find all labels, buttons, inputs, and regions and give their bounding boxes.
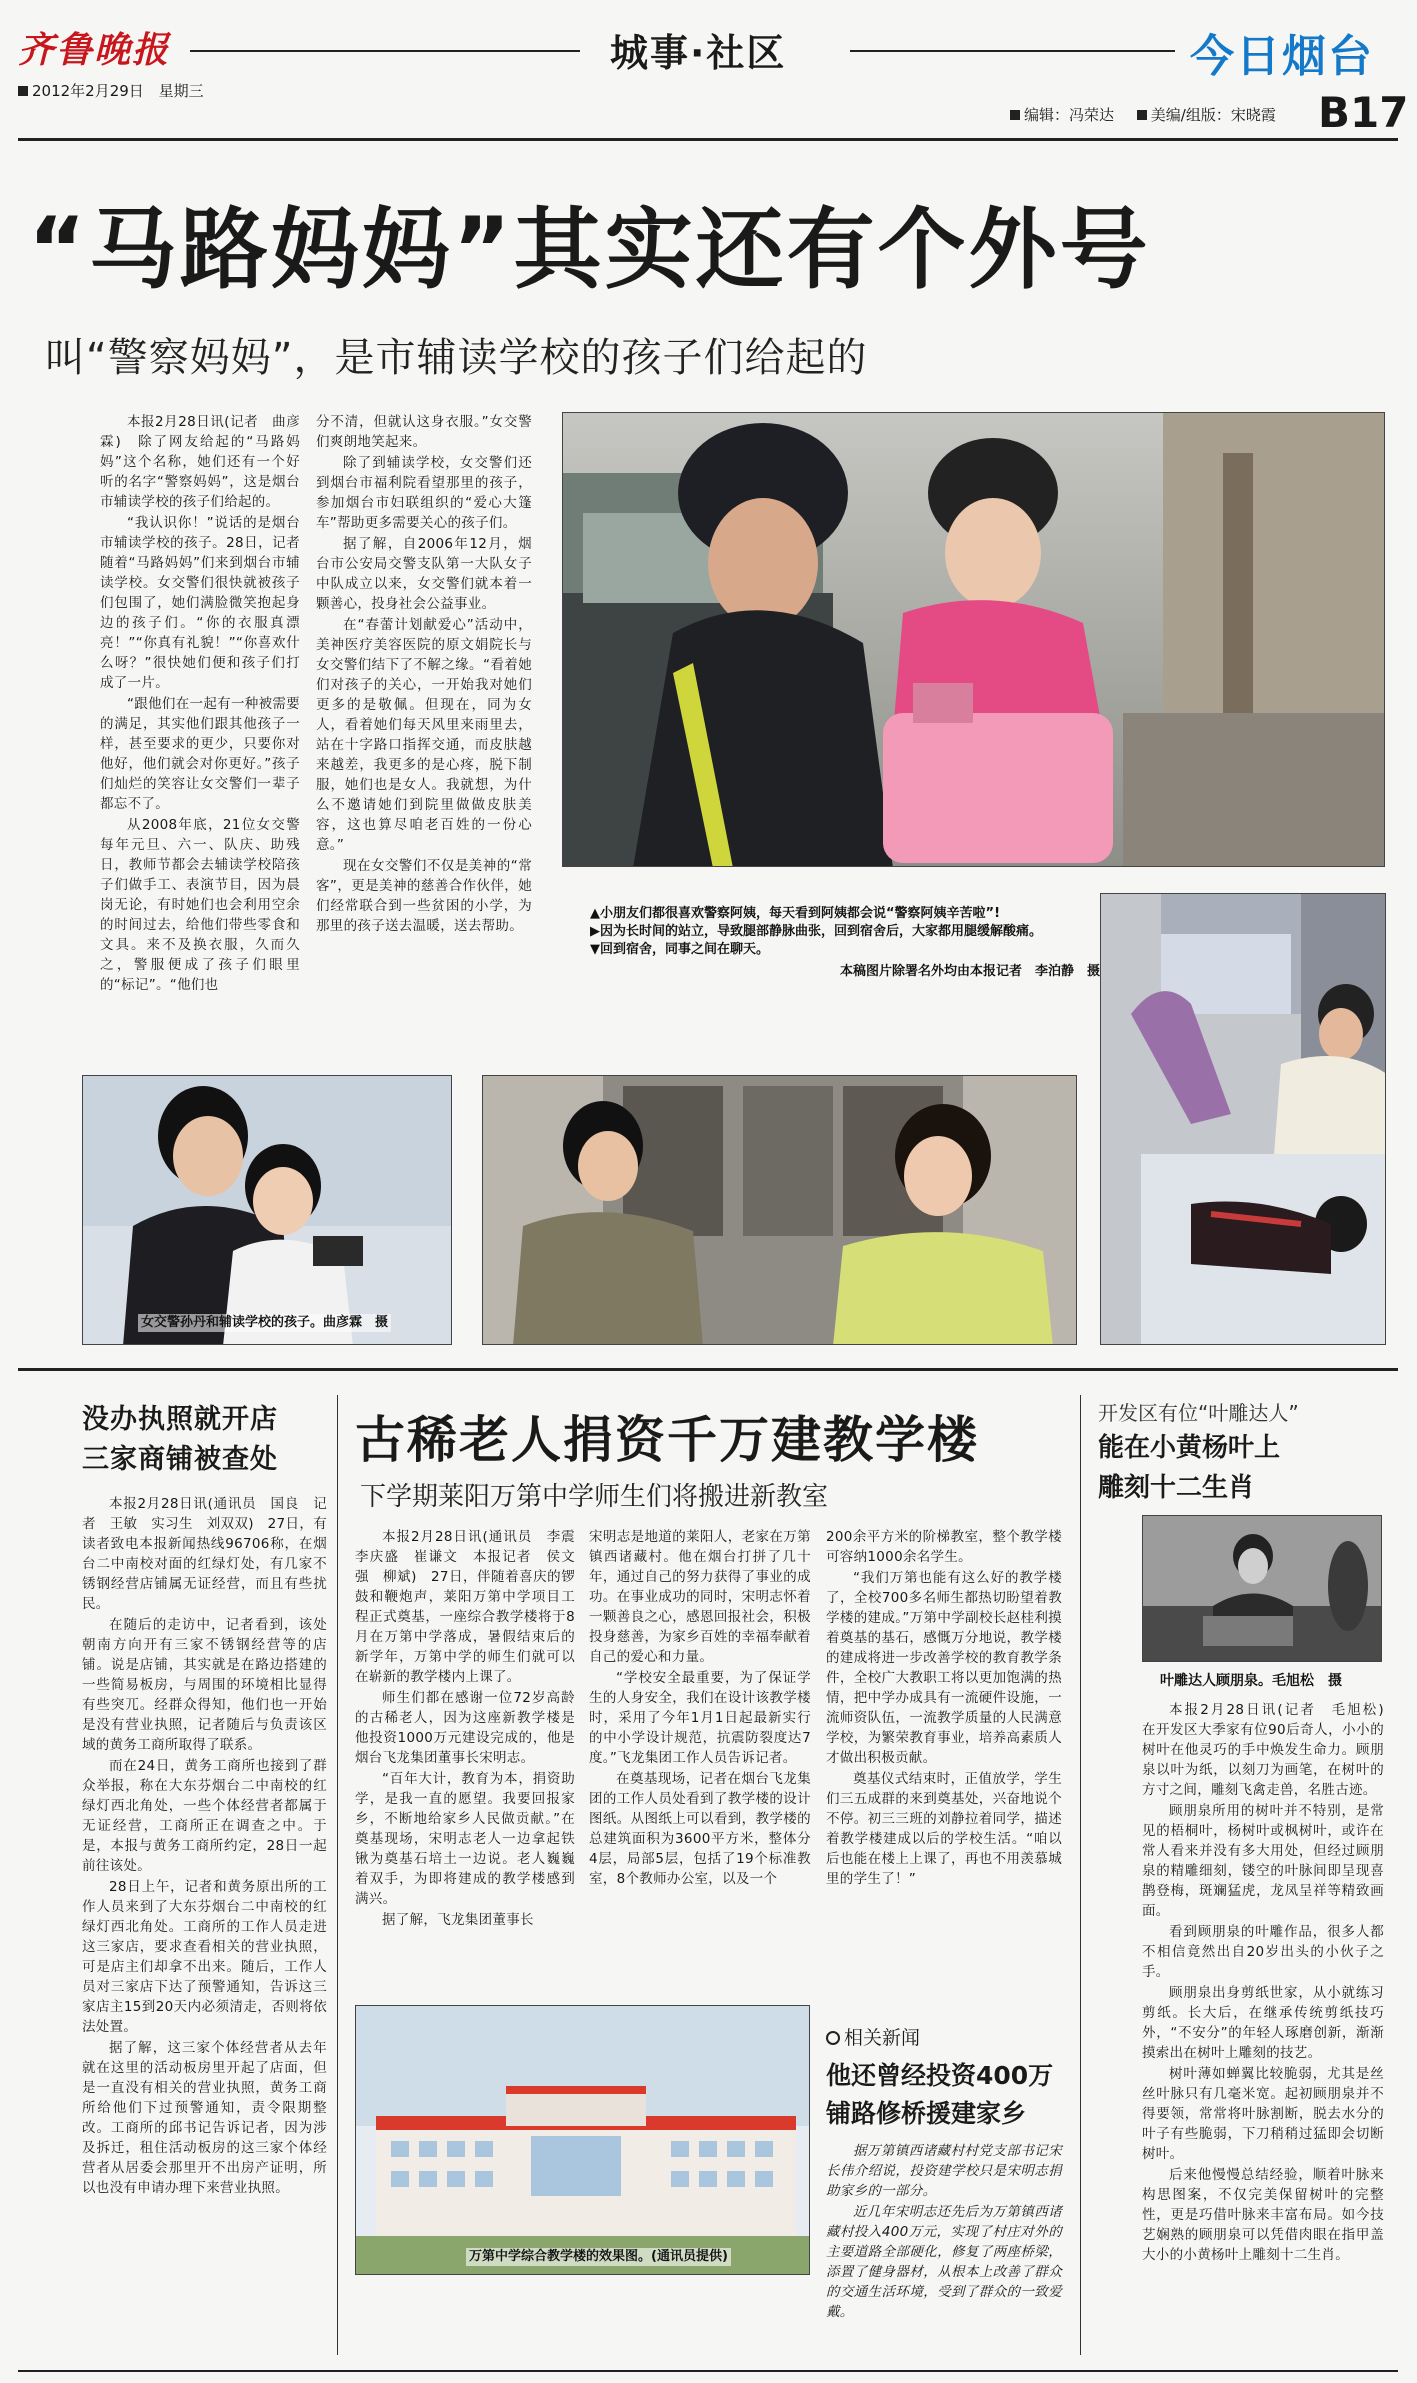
weekday-text: 星期三: [158, 82, 204, 100]
center-paragraph: 在奠基现场，记者在烟台飞龙集团的工作人员处看到了教学楼的设计图纸。从图纸上可以看到，教学楼的总建筑面积为3600平方米，整体分4层，局部5层，包括了19个标准教室，8个教师办公室，以及一个: [589, 1771, 811, 1887]
left-headline-1: 没办执照就开店: [82, 1404, 278, 1435]
page-bottom-rule: [18, 2370, 1398, 2372]
main-headline: “马路妈妈”其实还有个外号: [28, 198, 1151, 301]
main-paragraph: 除了到辅读学校，女交警们还到烟台市福利院看望那里的孩子，参加烟台市妇联组织的“爱心大篷车”帮助更多需要关心的孩子们。: [316, 455, 532, 531]
main-subhead: 叫“警察妈妈”，是市辅读学校的孩子们给起的: [45, 335, 868, 381]
center-paragraph: “百年大计，教育为本，捐资助学，是我一直的愿望。我要回报家乡，不断地给家乡人民做贡献。”在奠基现场，宋明志老人一边拿起铁锹为奠基石培土一边说。老人巍巍着双手，为即将建成的教学楼感到满兴。: [355, 1771, 575, 1907]
square-icon: [1137, 110, 1147, 120]
main-paragraph: 本报2月28日讯(记者 曲彦霖) 除了网友给起的“马路妈妈”这个名称，她们还有一个好听的名字“警察妈妈”，这是烟台市辅读学校的孩子们给起的。: [100, 414, 300, 510]
photo-policewoman-and-student: [82, 1075, 452, 1345]
left-paragraph: 本报2月28日讯(通讯员 国良 记者 王敏 实习生 刘双双) 27日，有读者致电本报新闻热线96706称，在烟台二中南校对面的红绿灯处，有几家不锈钢经营店铺属无证经营，而且有些扰民。: [82, 1496, 327, 1612]
photo-dorm-chat: [482, 1075, 1077, 1345]
center-paragraph: 200余平方米的阶梯教室，整个教学楼可容纳1000余名学生。: [826, 1529, 1062, 1565]
main-col-1: [100, 412, 300, 996]
center-paragraph: 本报2月28日讯(通讯员 李震 李庆盛 崔谦文 本报记者 侯文强 柳斌) 27日，伴随着喜庆的锣鼓和鞭炮声，莱阳万第中学项目工程正式奠基，一座综合教学楼将于8月在万第中学落成，暑假结束后的新学年，万第中学的师生们就可以在崭新的教学楼内上课了。: [355, 1529, 589, 1685]
edition-title: 今日烟台: [1190, 31, 1374, 82]
caption-line: ▲小朋友们都很喜欢警察阿姨，每天看到阿姨都会说“警察阿姨辛苦啦”!: [590, 906, 1001, 921]
photo-illustration: [563, 413, 1385, 867]
right-kicker: 开发区有位“叶雕达人”: [1098, 1401, 1299, 1425]
center-col-1: [355, 1527, 589, 1931]
right-paragraph: 本报2月28日讯(记者 毛旭松) 在开发区大季家有位90后奇人，小小的树叶在他灵巧的手中焕发生命力。顾朋泉以叶为纸，以刻刀为画笔，在树叶的方寸之间，雕刻飞禽走兽，名胜古迹。: [1142, 1702, 1398, 1798]
related-news: [826, 2025, 1062, 2323]
photo-caption: 叶雕达人顾朋泉。毛旭松 摄: [1160, 1673, 1342, 1689]
main-paragraph: “跟他们在一起有一种被需要的满足，其实他们跟其他孩子一样，甚至要求的更少，只要你对他好，他们就会对你更好。”孩子们灿烂的笑容让女交警们一辈子都忘不了。: [100, 696, 300, 812]
section-title: 城事·社区: [610, 31, 787, 75]
left-paragraph: 在随后的走访中，记者看到，该处朝南方向开有三家不锈钢经营等的店铺。说是店铺，其实就是在路边搭建的一些简易板房，与周围的环境相比显得有些突兀。经群众得知，他们也一开始是没有营业执照，记者随后与负责该区域的黄务工商所取得了联系。: [82, 1617, 327, 1753]
photo-policewoman-with-child: [562, 412, 1385, 867]
right-paragraph: 后来他慢慢总结经验，顺着叶脉来构思图案，不仅完美保留树叶的完整性，更是巧借叶脉来丰富布局。如今技艺娴熟的顾朋泉可以凭借肉眼在指甲盖大小的小黄杨叶上雕刻十二生肖。: [1142, 2167, 1384, 2263]
main-paragraph: 现在女交警们不仅是美神的“常客”，更是美神的慈善合作伙伴，她们经常联合到一些贫困的小学，为那里的孩子送去温暖，送去帮助。: [316, 858, 532, 934]
center-paragraph: 奠基仪式结束时，正值放学，学生们三五成群的来到奠基处，兴奋地说个不停。初三三班的刘静拉着同学，描述着教学楼建成以后的学校生活。“咱以后也能在楼上上课了，再也不用羡慕城里的学生了！”: [826, 1771, 1062, 1887]
center-paragraph: 宋明志是地道的莱阳人，老家在万第镇西诸藏村。他在烟台打拼了几十年，通过自己的努力获得了事业的成功。在事业成功的同时，宋明志怀着一颗善良之心，感恩回报社会，积极投身慈善，为家乡百姓的幸福奉献着自己的爱心和力量。: [589, 1529, 811, 1665]
center-col-3: [826, 1527, 1062, 1890]
main-col-2: [316, 412, 532, 937]
related-label-text: 相关新闻: [844, 2027, 921, 2049]
date-text: 2012年2月29日: [32, 82, 144, 100]
caption-credit: 本稿图片除署名外均由本报记者 李泊静 摄: [839, 964, 1100, 979]
right-paragraph: 树叶薄如蝉翼比较脆弱，尤其是丝丝叶脉只有几毫米宽。起初顾朋泉并不得要领，常常将叶脉割断，脱去水分的叶子有些脆弱，下刀稍稍过猛即会切断树叶。: [1142, 2066, 1384, 2162]
left-paragraph: 28日上午，记者和黄务原出所的工作人员来到了大东芬烟台二中南校的红绿灯西北角处。工商所的工作人员走进这三家店，要求查看相关的营业执照，可是店主们却拿不出来。随后，工作人员对三家店下达了预警通知，告诉这三家店主15到20天内必须清走，否则将依法处置。: [82, 1879, 327, 2035]
photo-illustration: [483, 1076, 1077, 1345]
center-subhead: 下学期莱阳万第中学师生们将搬进新教室: [360, 1482, 829, 1512]
photo-caption: 万第中学综合教学楼的效果图。(通讯员提供): [466, 2248, 731, 2266]
photo-illustration: [1101, 894, 1386, 1345]
related-label: [826, 2025, 1062, 2051]
center-paragraph: “我们万第也能有这么好的教学楼了，全校700多名师生都热切盼望着教学楼的建成。”万第中学副校长赵桂利摸着奠基的基石，感慨万分地说，教学楼的建成将进一步改善学校的教育教学条件，全校广大教职工将以更加饱满的热情，把中学办成具有一流硬件设施，一流师资队伍，一流教学质量的人民满意学校，为繁荣教育事业，培养高素质人才做出积极贡献。: [826, 1570, 1062, 1766]
right-paragraph: 顾朋泉出身剪纸世家，从小就练习剪纸。长大后，在继承传统剪纸技巧外，“不安分”的年轻人琢磨创新，渐渐摸索出在树叶上雕刻的技艺。: [1142, 1985, 1384, 2061]
masthead-rule-left: [190, 50, 580, 52]
photo-resting-legs: [1100, 893, 1386, 1345]
masthead-bottom-rule: [18, 138, 1398, 141]
square-icon: [18, 86, 28, 96]
column-divider: [1080, 1395, 1081, 2355]
related-news-icon: [826, 2031, 840, 2045]
square-icon: [1010, 110, 1020, 120]
photo-illustration: [83, 1076, 452, 1345]
main-paragraph: 分不清，但就认这身衣服。”女交警们爽朗地笑起来。: [316, 414, 532, 450]
related-paragraph: 近几年宋明志还先后为万第镇西诸藏村投入400万元，实现了村庄对外的主要道路全部硬化，修复了两座桥梁，添置了健身器材，从根本上改善了群众的交通生活环境，受到了群众的一致爱戴。: [826, 2204, 1062, 2320]
main-paragraph: 在“春蕾计划献爱心”活动中，美神医疗美容医院的原文娟院长与女交警们结下了不解之缘。“看着她们对孩子的关心，一开始我对她们更多的是敬佩。但现在，同为女人，看着她们每天风里来雨里去，站在十字路口指挥交通，而皮肤越来越差，我更多的是心疼，脱下制服，她们也是女人。我就想，为什么不邀请她们到院里做做皮肤美容，这也算尽咱老百姓的一份心意。”: [316, 617, 532, 853]
center-col-2: [589, 1527, 811, 1890]
right-story-body: [1142, 1700, 1398, 2266]
photo-illustration: [356, 2006, 810, 2275]
photo-teaching-building: [355, 2005, 810, 2275]
editor-name: 编辑：冯荣达: [1024, 106, 1115, 124]
caption-line: ▼回到宿舍，同事之间在聊天。: [590, 942, 769, 957]
right-paragraph: 看到顾朋泉的叶雕作品，很多人都不相信竟然出自20岁出头的小伙子之手。: [1142, 1924, 1384, 1980]
center-paragraph: 据了解，飞龙集团董事长: [382, 1912, 534, 1928]
masthead-rule-right: [850, 50, 1175, 52]
newspaper-logo: 齐鲁晚报: [18, 29, 171, 71]
designer-name: 美编/组版：宋晓霞: [1150, 106, 1276, 124]
right-story: [1098, 1398, 1388, 1508]
right-headline-2: 雕刻十二生肖: [1098, 1473, 1255, 1503]
masthead: [0, 0, 1417, 140]
center-paragraph: 师生们都在感谢一位72岁高龄的古稀老人，因为这座新教学楼是他投资1000万元建设完成的，他是烟台飞龙集团董事长宋明志。: [355, 1690, 575, 1766]
left-paragraph: 据了解，这三家个体经营者从去年就在这里的活动板房里开起了店面，但是一直没有相关的营业执照，黄务工商所给他们下过预警通知，责令限期整改。工商所的邱书记告诉记者，因为涉及拆迁，租住活动板房的这三家个体经营者从居委会那里开不出房产证明，所以也没有申请办理下来营业执照。: [82, 2040, 327, 2196]
related-headline-2: 铺路修桥援建家乡: [826, 2099, 1027, 2128]
section-rule: [18, 1368, 1398, 1371]
left-headline-2: 三家商铺被查处: [82, 1444, 278, 1475]
center-paragraph: “学校安全最重要，为了保证学生的人身安全，我们在设计该教学楼时，采用了今年1月1日起最新实行的中小学设计规范，抗震防裂度达7度。”飞龙集团工作人员告诉记者。: [589, 1670, 811, 1766]
editor-credits: [1010, 104, 1276, 125]
main-paragraph: 据了解，自2006年12月，烟台市公安局交警支队第一大队女子中队成立以来，女交警们就本着一颗善心，投身社会公益事业。: [316, 536, 532, 612]
main-photo-captions: [590, 905, 1110, 981]
right-paragraph: 顾朋泉所用的树叶并不特别，是常见的梧桐叶，杨树叶或枫树叶，或许在常人看来并没有多大用处，但经过顾朋泉的精雕细刻，镂空的叶脉间即呈现喜鹊登梅，斑斓猛虎，龙凤呈祥等精致画面。: [1142, 1803, 1384, 1919]
page-number: B17: [1318, 88, 1409, 137]
left-paragraph: 而在24日，黄务工商所也接到了群众举报，称在大东芬烟台二中南校的红绿灯西北角处，一些个体经营者都属于无证经营，工商所正在调查之中。于是，本报与黄务工商所约定，28日一起前往该处。: [82, 1758, 327, 1874]
edition-date: [18, 80, 204, 101]
main-paragraph: “我认识你！”说话的是烟台市辅读学校的孩子。28日，记者随着“马路妈妈”们来到烟台市辅读学校。女交警们很快就被孩子们包围了，她们满脸微笑抱起身边的孩子们。“你的衣服真漂亮！”“你真有礼貌！”“你喜欢什么呀？”很快她们便和孩子们打成了一片。: [100, 515, 300, 691]
related-paragraph: 据万第镇西诸藏村村党支部书记宋长伟介绍说，投资建学校只是宋明志捐助家乡的一部分。: [826, 2143, 1062, 2199]
left-story: [82, 1400, 327, 2199]
caption-line: ▶因为长时间的站立，导致腿部静脉曲张，回到宿舍后，大家都用腿缓解酸痛。: [590, 924, 1042, 939]
main-paragraph: 从2008年底，21位女交警每年元旦、六一、队庆、助残日，教师节都会去辅读学校陪孩子们做手工、表演节目，因为晨岗无论，有时她们也会利用空余的时间过去，给他们带些零食和文具。来不及换衣服，久而久之，警服便成了孩子们眼里的“标记”。“他们也: [100, 817, 300, 993]
center-headline: 古稀老人捐资千万建教学楼: [355, 1411, 979, 1469]
related-headline-1: 他还曾经投资400万: [826, 2061, 1054, 2090]
photo-illustration: [1143, 1516, 1382, 1662]
right-headline-1: 能在小黄杨叶上: [1098, 1433, 1281, 1463]
photo-caption: 女交警孙丹和辅读学校的孩子。曲彦霖 摄: [138, 1314, 391, 1332]
photo-leaf-carver: [1142, 1515, 1382, 1662]
column-divider: [337, 1395, 338, 2355]
